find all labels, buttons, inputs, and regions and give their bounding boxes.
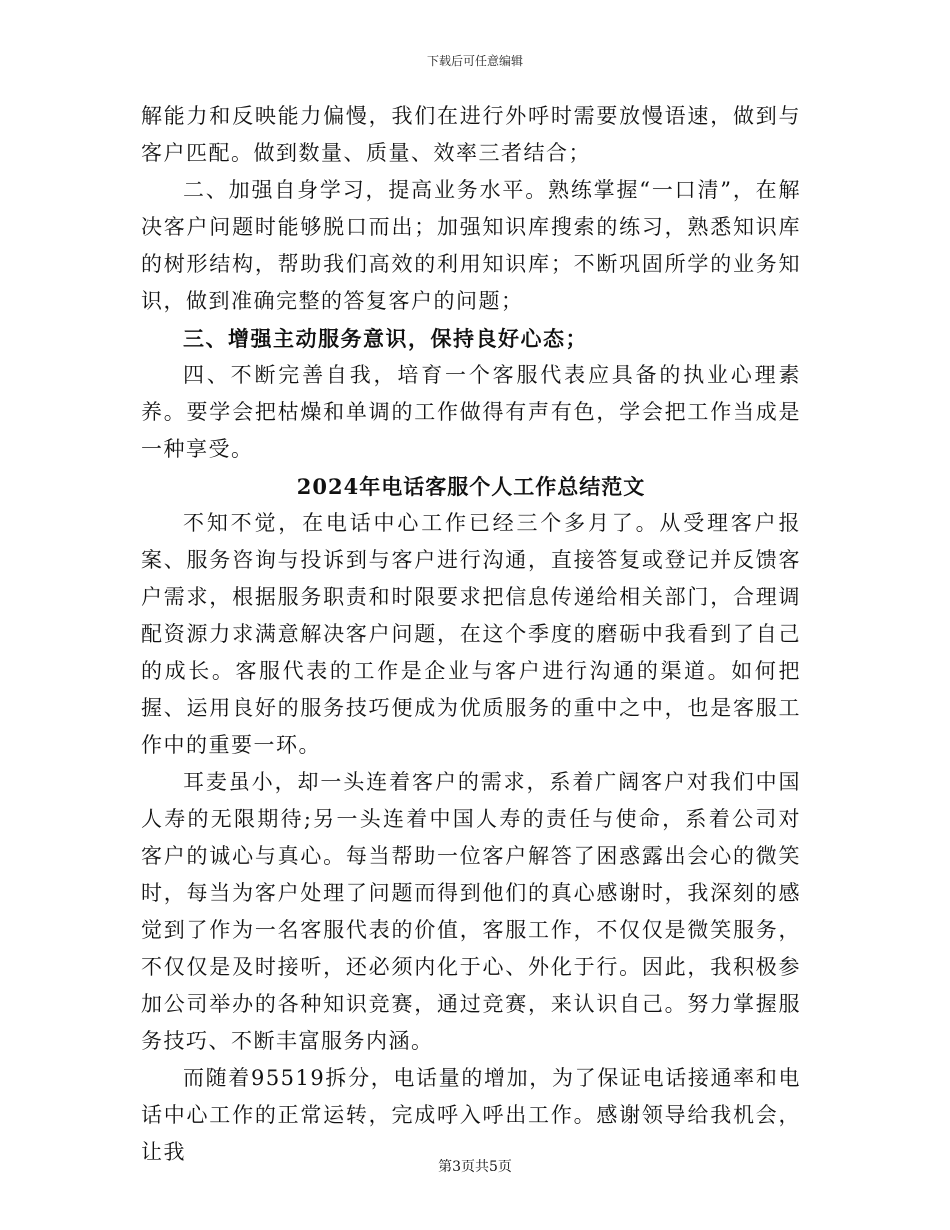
paragraph-95519: 而随着95519拆分，电话量的增加，为了保证电话接通率和电话中心工作的正常运转，完成呼入呼出工作。感谢领导给我机会，让我: [141, 1066, 801, 1164]
paragraph-intro: 不知不觉，在电话中心工作已经三个多月了。从受理客户报案、服务咨询与投诉到与客户进行沟通，直接答复或登记并反馈客户需求，根据服务职责和时限要求把信息传递给相关部门，合理调配资源力求满意解决客户问题，在这个季度的磨砺中我看到了自己的成长。客服代表的工作是企业与客户进行沟通的渠道。如何把握、运用良好的服务技巧便成为优质服务的重中之中，也是客服工作中的重要一环。: [141, 511, 801, 757]
paragraph-headset: 耳麦虽小，却一头连着客户的需求，系着广阔客户对我们中国人寿的无限期待;另一头连着中国人寿的责任与使命，系着公司对客户的诚心与真心。每当帮助一位客户解答了困惑露出会心的微笑时，每当为客户处理了问题而得到他们的真心感谢时，我深刻的感觉到了作为一名客服代表的价值，客服工作，不仅仅是微笑服务，不仅仅是及时接听，还必须内化于心、外化于行。因此，我积极参加公司举办的各种知识竞赛，通过竞赛，来认识自己。努力掌握服务技巧、不断丰富服务内涵。: [141, 770, 801, 1053]
section-title: 2024年电话客服个人工作总结范文: [296, 474, 646, 499]
paragraph-point-three: 三、增强主动服务意识，保持良好心态；: [183, 326, 588, 351]
page-header-note: 下载后可任意编辑: [426, 54, 523, 68]
paragraph-continuation: 解能力和反映能力偏慢，我们在进行外呼时需要放慢语速，做到与客户匹配。做到数量、质量、效率三者结合；: [141, 104, 801, 165]
paragraph-point-two: 二、加强自身学习，提高业务水平。熟练掌握“一口清”，在解决客户问题时能够脱口而出；加强知识库搜索的练习，熟悉知识库的树形结构，帮助我们高效的利用知识库；不断巩固所学的业务知识，做到准确完整的答复客户的问题；: [141, 178, 801, 313]
page-number: 第3页共5页: [438, 1159, 512, 1175]
document-body: [141, 98, 801, 1171]
paragraph-point-four: 四、不断完善自我，培育一个客服代表应具备的执业心理素养。要学会把枯燥和单调的工作做得有声有色，学会把工作当成是一种享受。: [141, 363, 801, 461]
